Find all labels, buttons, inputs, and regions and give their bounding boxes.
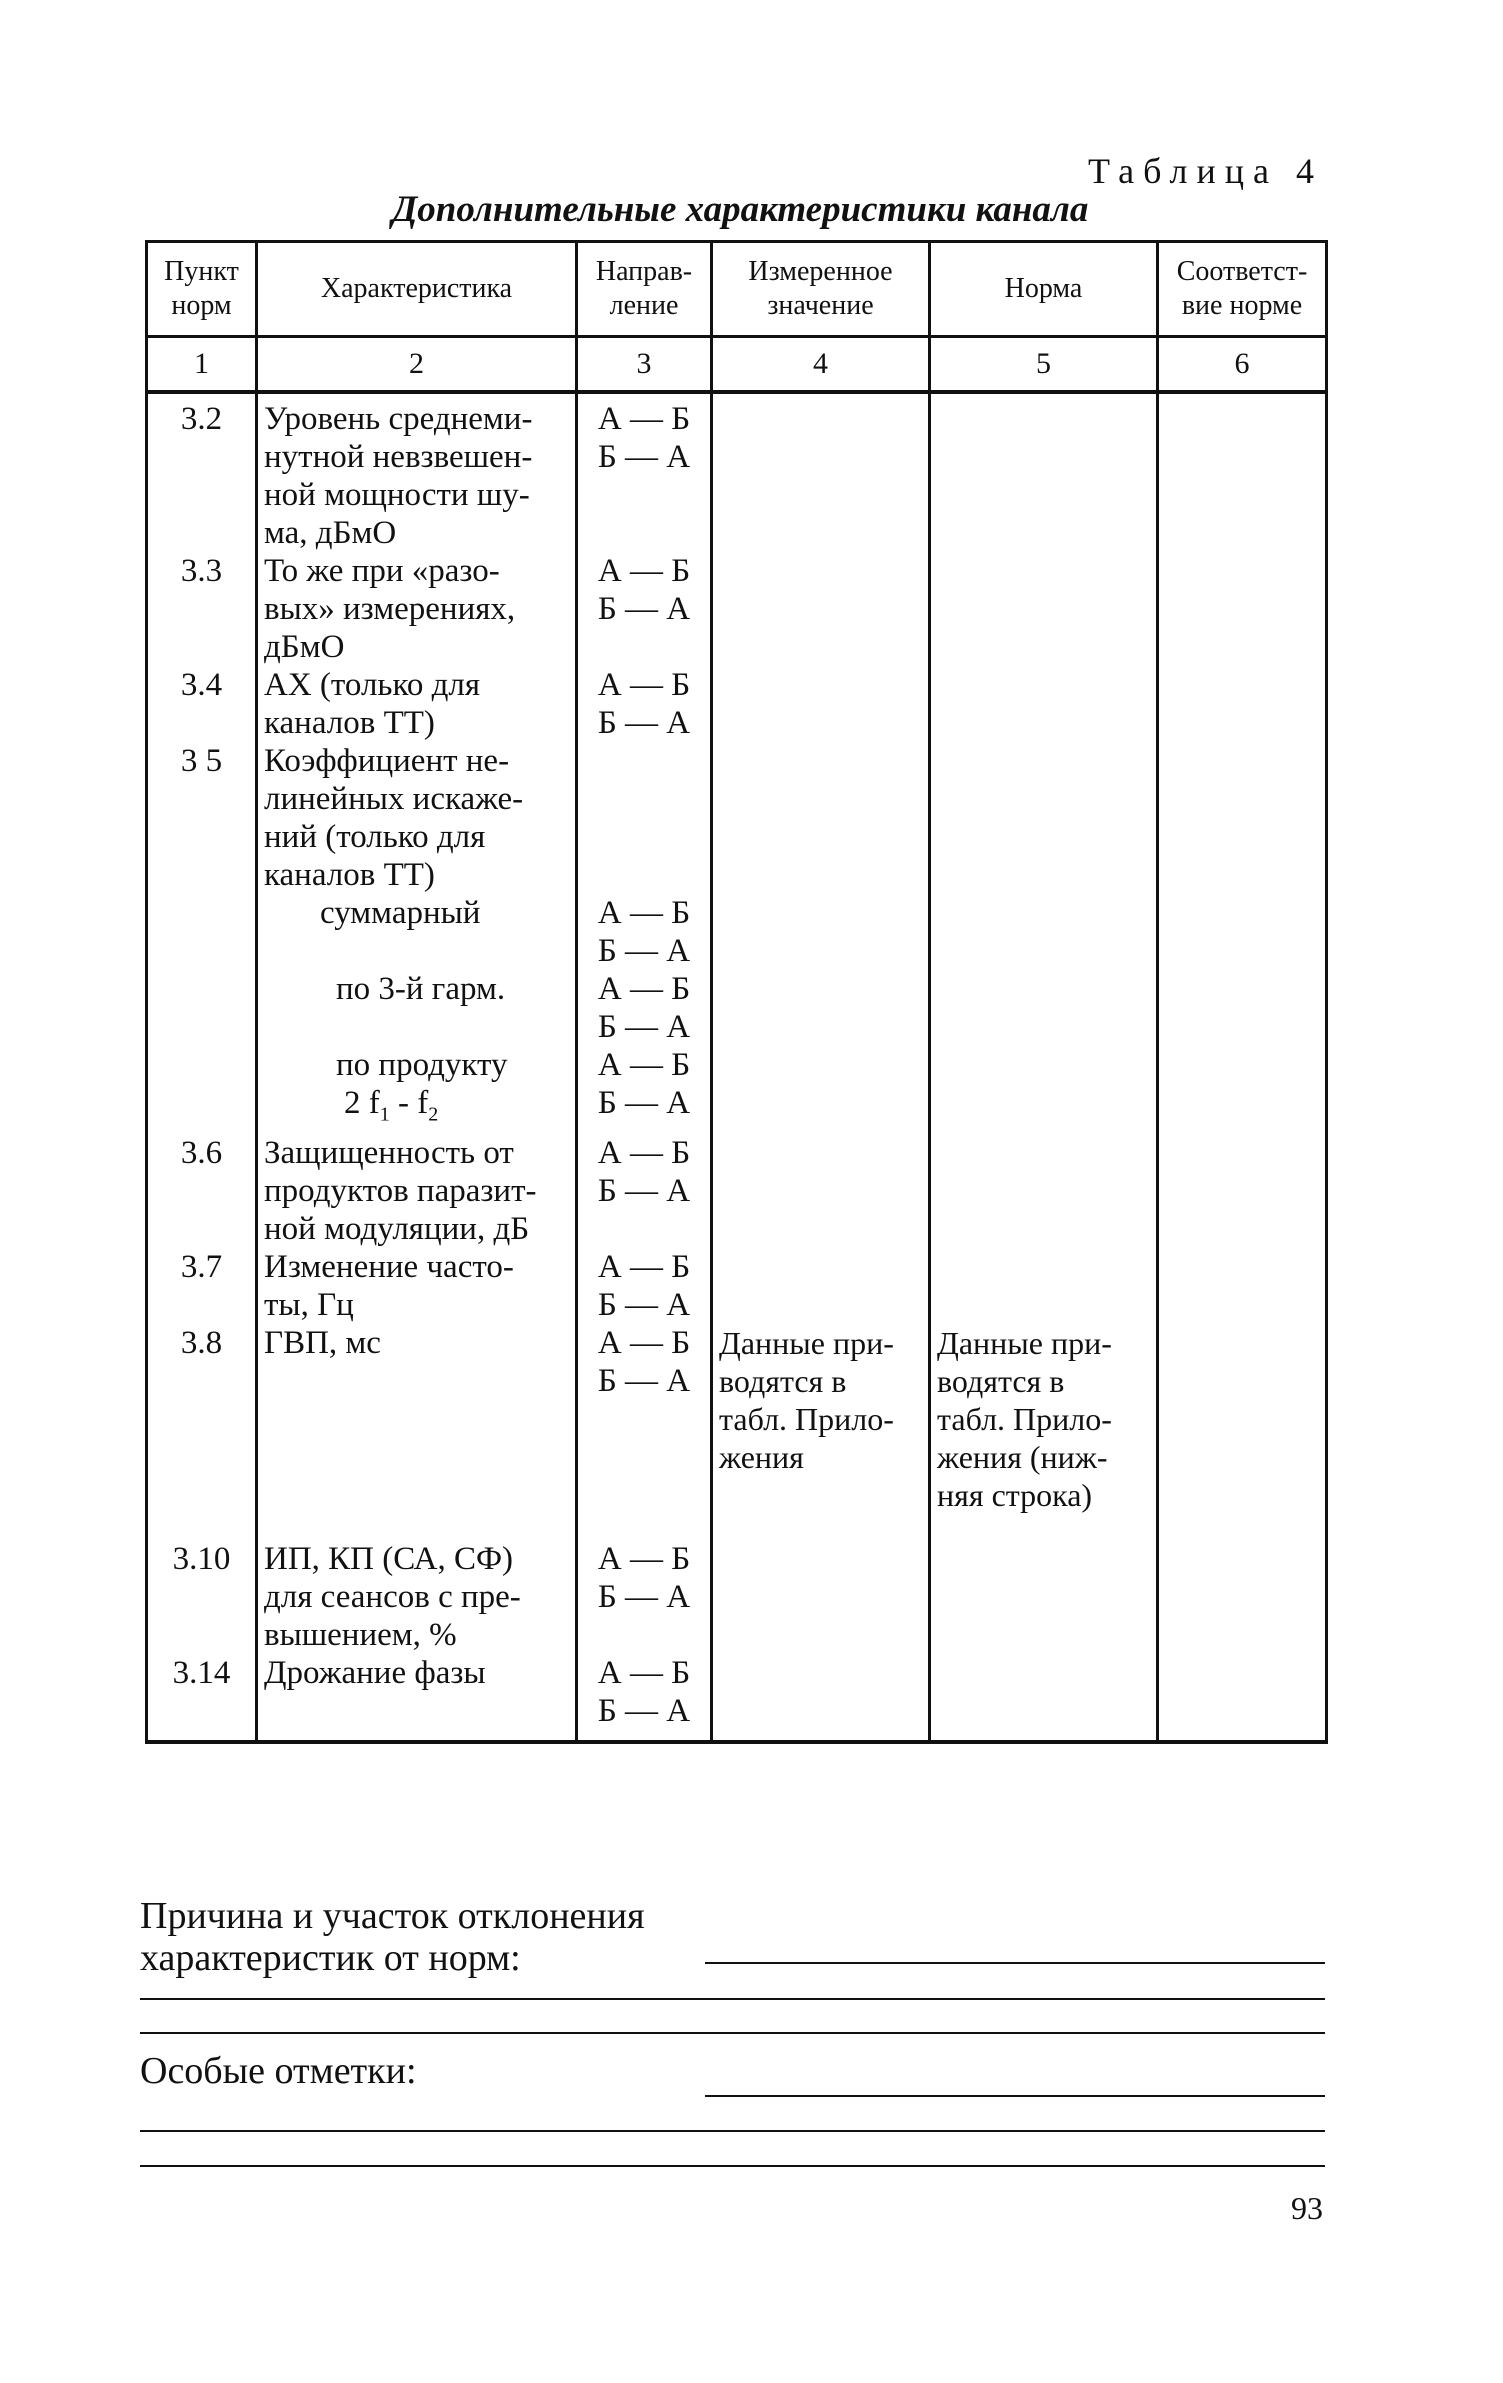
page-number: 93 (1291, 2190, 1323, 2226)
row-compliance (1158, 1248, 1327, 1324)
row-number: 3.10 (147, 1540, 257, 1654)
table-row (147, 552, 1327, 666)
row-direction: А — Б Б — А (577, 392, 712, 552)
table-row (147, 742, 1327, 1134)
fill-line (140, 2130, 1325, 2132)
table-row (147, 1654, 1327, 1742)
col-number: 6 (1158, 337, 1327, 393)
row-compliance (1158, 1540, 1327, 1654)
col-header-item: Пункт норм (147, 242, 257, 337)
row-compliance (1158, 666, 1327, 742)
special-notes-label: Особые отметки: (140, 2050, 417, 2092)
row-characteristic: Коэффициент не- линейных искаже- ний (только для каналов ТТ) суммарный по 3-й гарм. по продукту 2 $f_1 - f_2$ (257, 742, 577, 1134)
table-row (147, 1324, 1327, 1540)
col-number: 3 (577, 337, 712, 393)
row-measured (712, 1134, 930, 1248)
col-header-norm: Норма (930, 242, 1158, 337)
row-measured (712, 392, 930, 552)
fill-line (705, 1962, 1325, 1964)
row-number: 3 5 (147, 742, 257, 1134)
table-label: Таблица 4 (1088, 151, 1323, 191)
sub-item-label: суммарный (320, 895, 481, 931)
row-direction: А — Б Б — А (577, 666, 712, 742)
table-row (147, 1248, 1327, 1324)
row-norm: Данные при- водятся в табл. Прило- жения (ниж- няя строка) (930, 1324, 1158, 1540)
row-compliance (1158, 552, 1327, 666)
row-characteristic: Изменение часто- ты, Гц (257, 1248, 577, 1324)
col-number: 2 (257, 337, 577, 393)
row-direction: А — Б Б — А (577, 1324, 712, 1540)
column-numbers-row (147, 337, 1327, 393)
characteristics-table (145, 240, 1328, 1744)
row-number: 3.4 (147, 666, 257, 742)
table-row (147, 392, 1327, 552)
col-header-direction: Направ- ление (577, 242, 712, 337)
row-norm (930, 1654, 1158, 1742)
col-header-characteristic: Характеристика (257, 242, 577, 337)
row-norm (930, 552, 1158, 666)
row-direction: А — Б Б — А (577, 1134, 712, 1248)
row-direction: А — Б Б — А (577, 552, 712, 666)
table-row (147, 666, 1327, 742)
row-norm (930, 1248, 1158, 1324)
row-measured (712, 1654, 930, 1742)
col-number: 4 (712, 337, 930, 393)
row-number: 3.6 (147, 1134, 257, 1248)
deviation-reason-label: Причина и участок отклонения характеристик от норм: (140, 1895, 645, 1979)
row-measured (712, 1248, 930, 1324)
row-norm (930, 742, 1158, 1134)
row-norm (930, 1134, 1158, 1248)
table-row (147, 1134, 1327, 1248)
row-measured (712, 666, 930, 742)
fill-line (705, 2095, 1325, 2097)
row-number: 3.14 (147, 1654, 257, 1742)
formula: 2 $f_1 - f_2$ (344, 1085, 439, 1126)
row-characteristic: Дрожание фазы (257, 1654, 577, 1742)
row-norm (930, 1540, 1158, 1654)
fill-line (140, 2165, 1325, 2167)
row-norm (930, 666, 1158, 742)
row-norm (930, 392, 1158, 552)
row-measured: Данные при- водятся в табл. Прило- жения (712, 1324, 930, 1540)
row-characteristic: То же при «разо- вых» измерениях, дБмО (257, 552, 577, 666)
row-compliance (1158, 392, 1327, 552)
row-direction: А — Б Б — А (577, 1540, 712, 1654)
row-compliance (1158, 1134, 1327, 1248)
row-number: 3.7 (147, 1248, 257, 1324)
row-direction: А — Б Б — А (577, 1248, 712, 1324)
col-header-compliance: Соответст- вие норме (1158, 242, 1327, 337)
table-title: Дополнительные характеристики канала (392, 189, 1089, 230)
row-compliance (1158, 1324, 1327, 1540)
fill-line (140, 2032, 1325, 2034)
row-number: 3.8 (147, 1324, 257, 1540)
row-characteristic: ИП, КП (СА, СФ) для сеансов с пре- вышением, % (257, 1540, 577, 1654)
row-measured (712, 552, 930, 666)
col-number: 1 (147, 337, 257, 393)
sub-item-label: по продукту (336, 1047, 508, 1083)
row-measured (712, 742, 930, 1134)
row-compliance (1158, 1654, 1327, 1742)
fill-line (140, 1998, 1325, 2000)
row-direction: А — Б Б — А А — Б Б — А А — Б Б — А (577, 742, 712, 1134)
row-compliance (1158, 742, 1327, 1134)
header-row (147, 242, 1327, 337)
row-characteristic: АХ (только для каналов ТТ) (257, 666, 577, 742)
row-characteristic: Защищенность от продуктов паразит- ной модуляции, дБ (257, 1134, 577, 1248)
row-characteristic: Уровень среднеми- нутной невзвешен- ной мощности шу- ма, дБмО (257, 392, 577, 552)
row-characteristic: ГВП, мс (257, 1324, 577, 1540)
row-number: 3.3 (147, 552, 257, 666)
table-row (147, 1540, 1327, 1654)
row-number: 3.2 (147, 392, 257, 552)
col-header-measured: Измеренное значение (712, 242, 930, 337)
row-measured (712, 1540, 930, 1654)
sub-item-label: по 3-й гарм. (336, 971, 506, 1007)
row-direction: А — Б Б — А (577, 1654, 712, 1742)
col-number: 5 (930, 337, 1158, 393)
